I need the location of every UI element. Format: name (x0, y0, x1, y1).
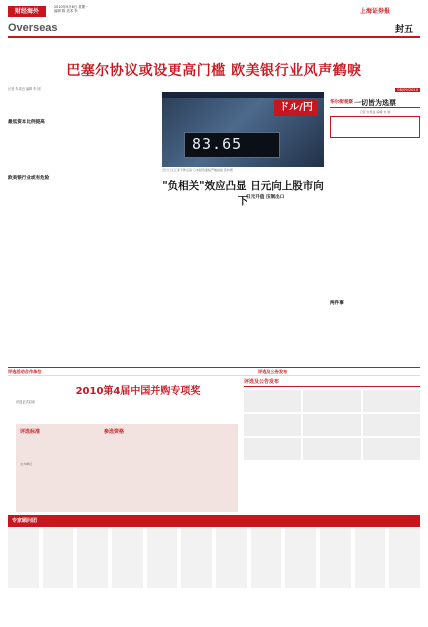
photo-ticker-label: ドル/円 (274, 100, 318, 116)
column-title: 一切皆为选票 (354, 99, 396, 107)
sponsor-photo (363, 438, 420, 460)
sponsor-photo (363, 390, 420, 412)
promo-title: 2010第4届中国并购专项奖 (75, 386, 201, 397)
second-story-col-2 (246, 194, 324, 362)
promo-footer: 主办单位 (20, 462, 33, 466)
photo-top-bar (162, 92, 324, 98)
sponsor-photo (303, 414, 360, 436)
expert-columns (8, 528, 420, 588)
expert-col (112, 528, 143, 588)
expert-col (43, 528, 74, 588)
column-byline: 记者 朱周良 编辑 朱 刚 (359, 110, 391, 114)
date-line-2: 编辑 陈 美术 李 (54, 9, 78, 14)
sponsor-photo (303, 438, 360, 460)
header-rule (8, 36, 420, 38)
promo-criteria (20, 428, 100, 458)
expert-bar (8, 515, 420, 527)
sponsor-grid (244, 390, 420, 460)
sponsor-photo (244, 438, 301, 460)
expert-col (8, 528, 39, 588)
column-subhead: 两件事 (330, 301, 344, 306)
main-subhead-1: 最低资本比例提高 (8, 119, 45, 125)
promo-box (16, 424, 238, 512)
expert-col (147, 528, 178, 588)
promo-eligibility (104, 428, 234, 458)
main-subhead-2: 欧美银行业或有危险 (8, 175, 50, 181)
section-title: Overseas (8, 22, 58, 34)
main-story-body (8, 90, 156, 362)
sponsor-panel (244, 378, 420, 490)
photo-caption: 近日日元汇率不断走高 日本经济面临严峻挑战 资料图 (162, 168, 233, 172)
column-body-bottom (330, 300, 420, 366)
photo-ticker-value: 83.65 (192, 135, 243, 153)
date-line-1: 2010年9月6日 星期一 (54, 5, 89, 9)
second-headline: "负相关"效应凸显 日元向上股市向下 (162, 180, 324, 207)
second-subhead: 日元升值 压制出口 (246, 195, 285, 200)
expert-col (389, 528, 420, 588)
expert-col (77, 528, 108, 588)
expert-bar-label: 专家顾问团 (12, 518, 38, 524)
expert-col (216, 528, 247, 588)
sponsor-panel-title: 评选及公告发布 (244, 378, 420, 387)
sponsor-photo (303, 390, 360, 412)
promo-strip (8, 367, 420, 376)
newspaper-brand: 上海证券报 (360, 8, 391, 15)
column-kicker-text: 华尔街观察 (330, 100, 353, 105)
news-photo (162, 92, 324, 167)
expert-col (355, 528, 386, 588)
promo-strip-right: 评选及公告发布 (258, 369, 288, 374)
promo-criteria-head: 评选标准 (20, 429, 41, 435)
sponsor-photo (244, 390, 301, 412)
promo-eligibility-head: 参选资格 (104, 429, 125, 435)
main-headline: 巴塞尔协议或设更高门槛 欧美银行业风声鹤唳 (66, 63, 362, 79)
column-intro-box (330, 116, 420, 138)
expert-col (251, 528, 282, 588)
sponsor-photo (363, 414, 420, 436)
main-byline: 记者 朱周良 编辑 朱 刚 (8, 87, 41, 91)
promo-strip-left: 评选活动合作单位 (8, 369, 42, 374)
expert-col (285, 528, 316, 588)
second-story-col-1 (162, 194, 242, 362)
promo-subtitle: 评选正式启动 (16, 400, 36, 404)
issue-date (54, 5, 88, 14)
expert-col (320, 528, 351, 588)
sponsor-photo (244, 414, 301, 436)
column-body (330, 140, 420, 300)
expert-col (181, 528, 212, 588)
page-label: 封五 (395, 25, 414, 35)
page-header (0, 0, 428, 40)
column-date: 08/09/2010 (397, 88, 418, 92)
section-logo: 财经海外 (8, 6, 46, 17)
promo-ad (8, 378, 238, 512)
